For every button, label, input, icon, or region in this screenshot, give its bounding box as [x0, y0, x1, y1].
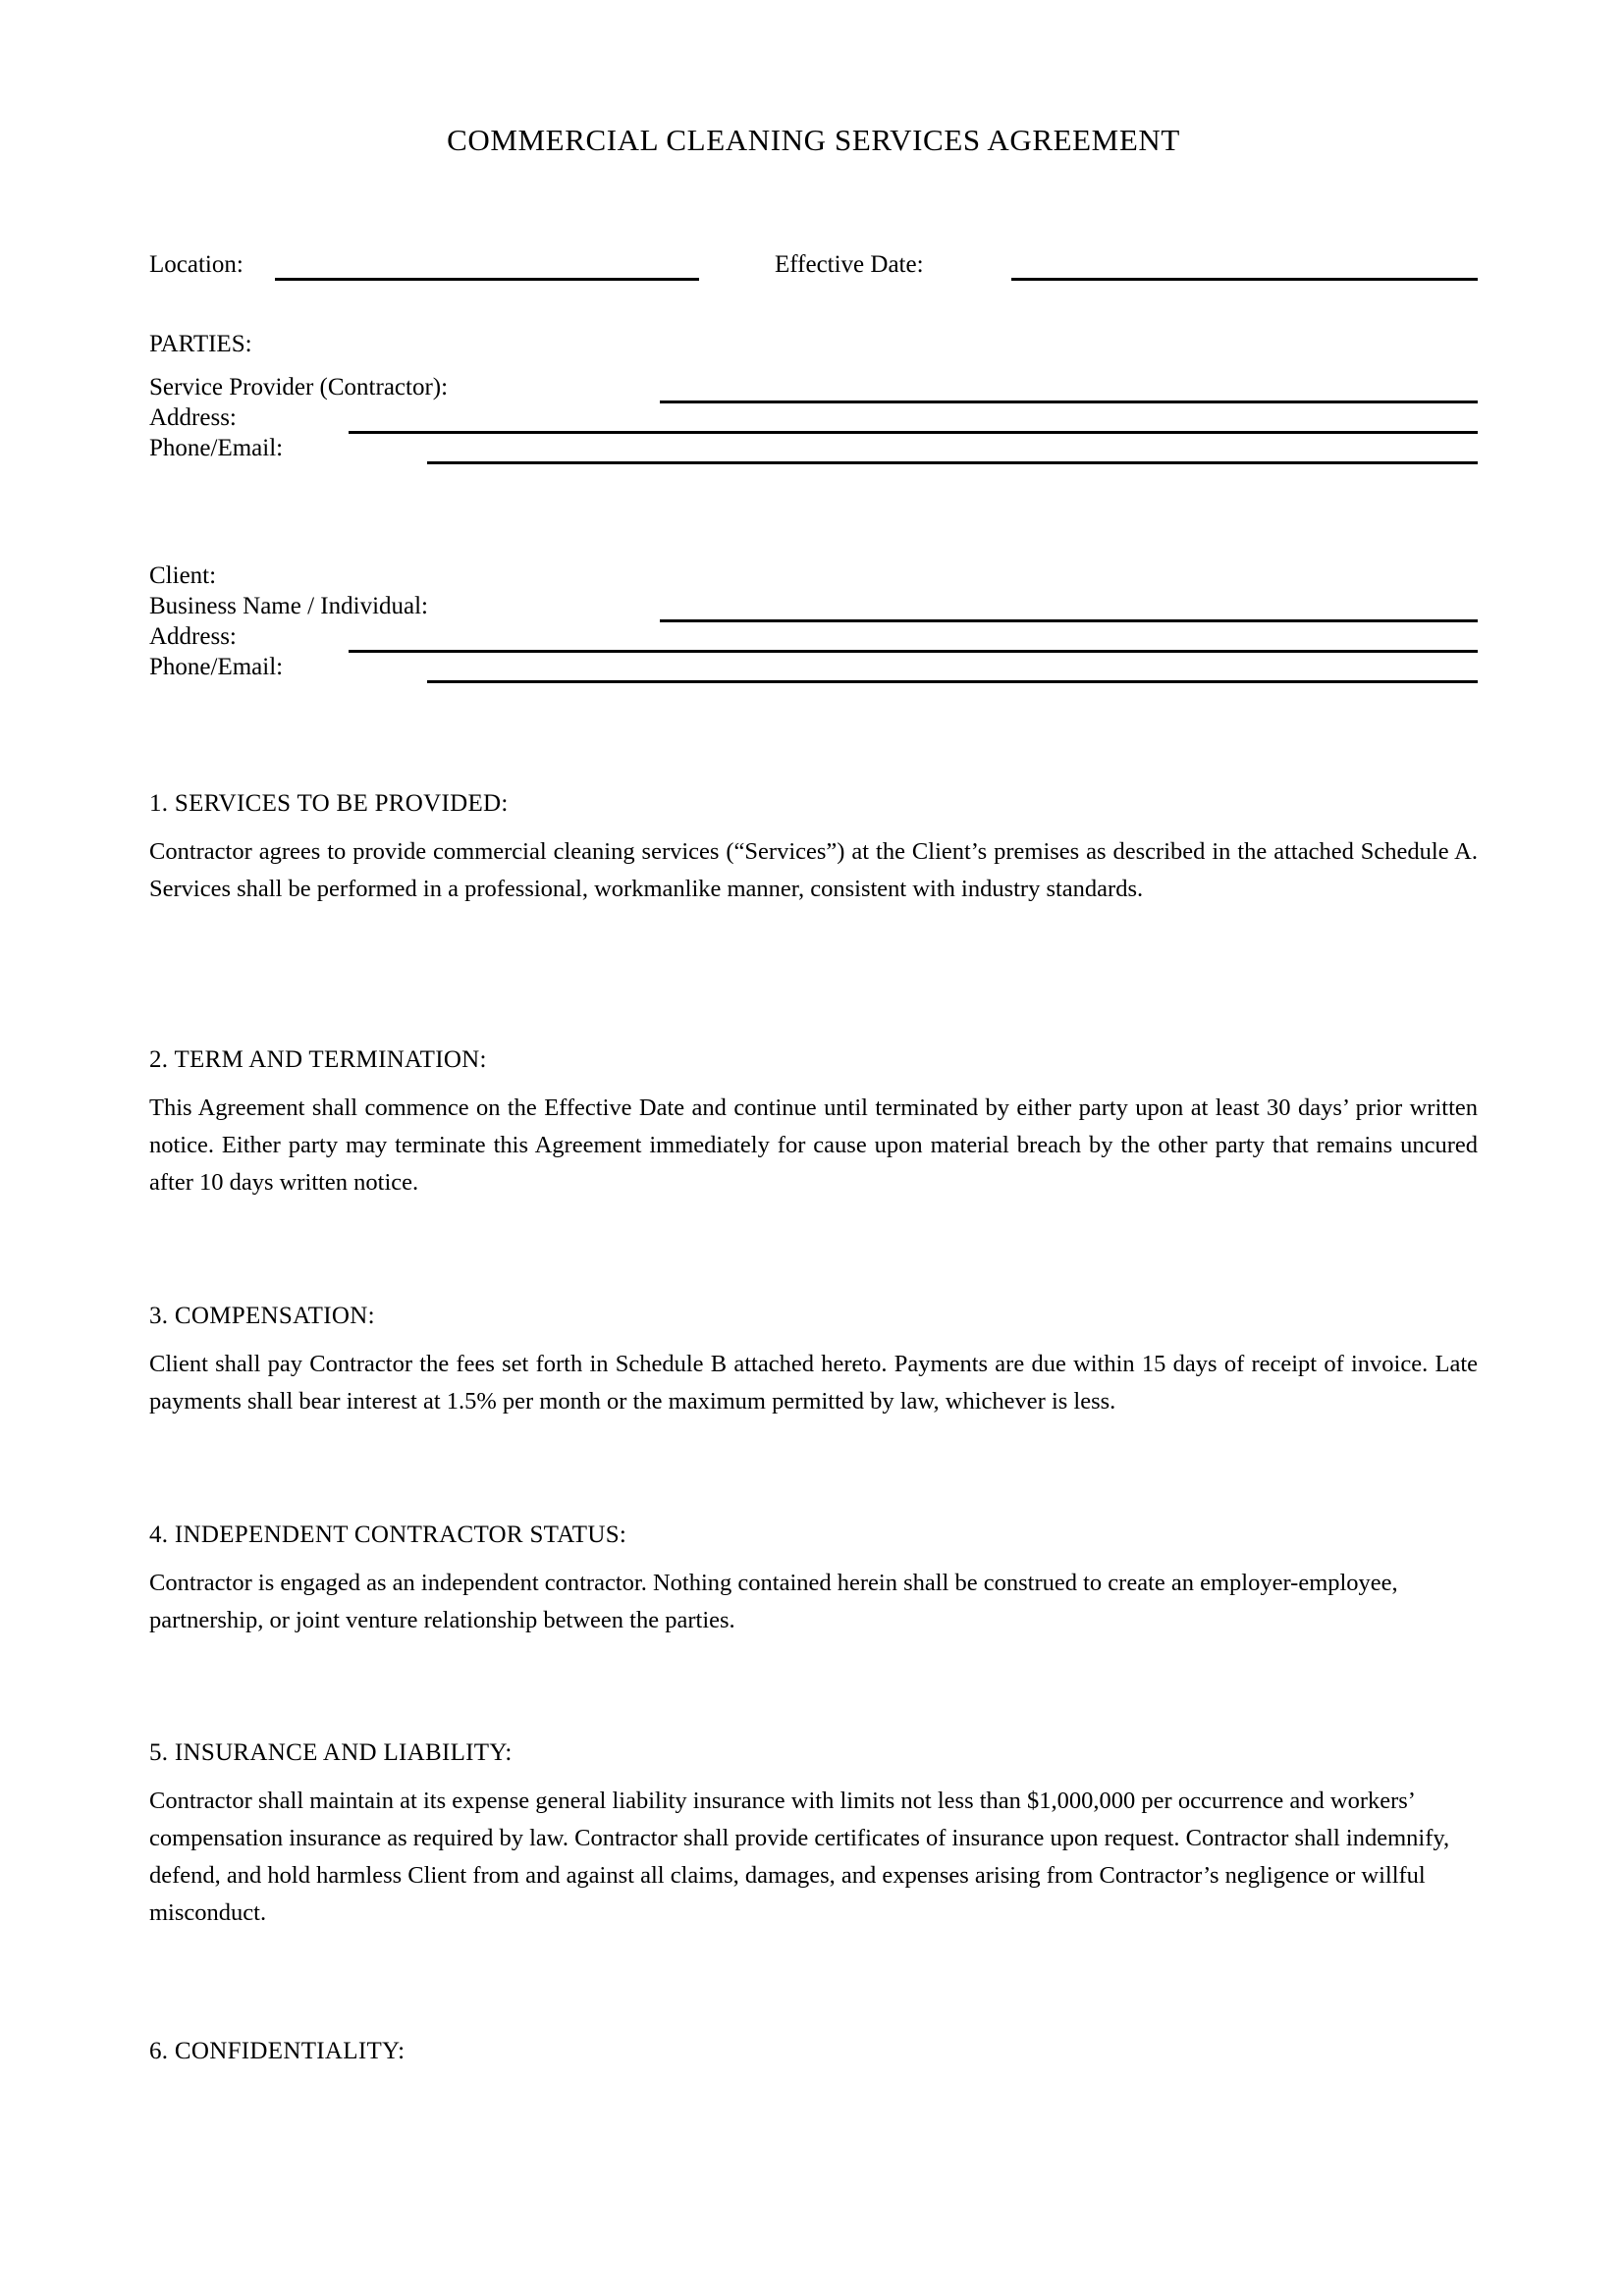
- location-input-line[interactable]: [275, 278, 699, 281]
- location-label: Location:: [149, 251, 244, 278]
- effective-date-input-line[interactable]: [1011, 278, 1478, 281]
- client-address-label: Address:: [149, 623, 237, 650]
- effective-date-label: Effective Date:: [775, 251, 924, 278]
- contractor-phone-label: Phone/Email:: [149, 435, 284, 461]
- page-title: COMMERCIAL CLEANING SERVICES AGREEMENT: [447, 123, 1180, 157]
- section-6-heading: 6. CONFIDENTIALITY:: [149, 2038, 406, 2064]
- section-3-heading: 3. COMPENSATION:: [149, 1303, 375, 1329]
- section-2-heading: 2. TERM AND TERMINATION:: [149, 1046, 487, 1073]
- section-1-body: Contractor agrees to provide commercial cleaning services (“Services”) at the Client’s premises as described in the attached Schedule A. Services shall be performed in a professional, workmanlike manner, consistent with industry standards.: [149, 838, 1478, 902]
- section-5-body: Contractor shall maintain at its expense general liability insurance with limits not less than $1,000,000 per occurrence and workers’ compensation insurance as required by law. Contractor shall provide certificates of insurance upon request. Contractor shall indemnify, defend, and hold harmless Client from and against all claims, damages, and expenses arising from Contractor’s negligence or willful misconduct.: [149, 1788, 1450, 1926]
- client-heading: Client:: [149, 562, 217, 589]
- contractor-name-label: Service Provider (Contractor):: [149, 374, 449, 400]
- section-2-body: This Agreement shall commence on the Effective Date and continue until terminated by either party upon at least 30 days’ prior written notice. Either party may terminate this Agreement immediately for cause upon material breach by the other party that remains uncured after 10 days written notice.: [149, 1095, 1478, 1196]
- contractor-address-label: Address:: [149, 404, 237, 431]
- contractor-phone-row: [149, 432, 1478, 471]
- parties-heading: PARTIES:: [149, 331, 252, 357]
- client-phone-label: Phone/Email:: [149, 654, 284, 680]
- section-4-heading: 4. INDEPENDENT CONTRACTOR STATUS:: [149, 1522, 627, 1548]
- client-name-label: Business Name / Individual:: [149, 593, 428, 619]
- header-field-row: [149, 248, 1478, 288]
- section-5-heading: 5. INSURANCE AND LIABILITY:: [149, 1739, 513, 1766]
- client-phone-input-line[interactable]: [427, 680, 1478, 683]
- page-content-area: [149, 0, 1478, 2296]
- section-1-heading: 1. SERVICES TO BE PROVIDED:: [149, 790, 509, 817]
- contractor-phone-input-line[interactable]: [427, 461, 1478, 464]
- section-4-body: Contractor is engaged as an independent contractor. Nothing contained herein shall be construed to create an employer-employee, partnership, or joint venture relationship between the parties.: [149, 1570, 1398, 1633]
- section-3-body: Client shall pay Contractor the fees set forth in Schedule B attached hereto. Payments are due within 15 days of receipt of invoice. Late payments shall bear interest at 1.5% per month or the maximum permitted by law, whichever is less.: [149, 1351, 1478, 1415]
- client-phone-row: [149, 651, 1478, 690]
